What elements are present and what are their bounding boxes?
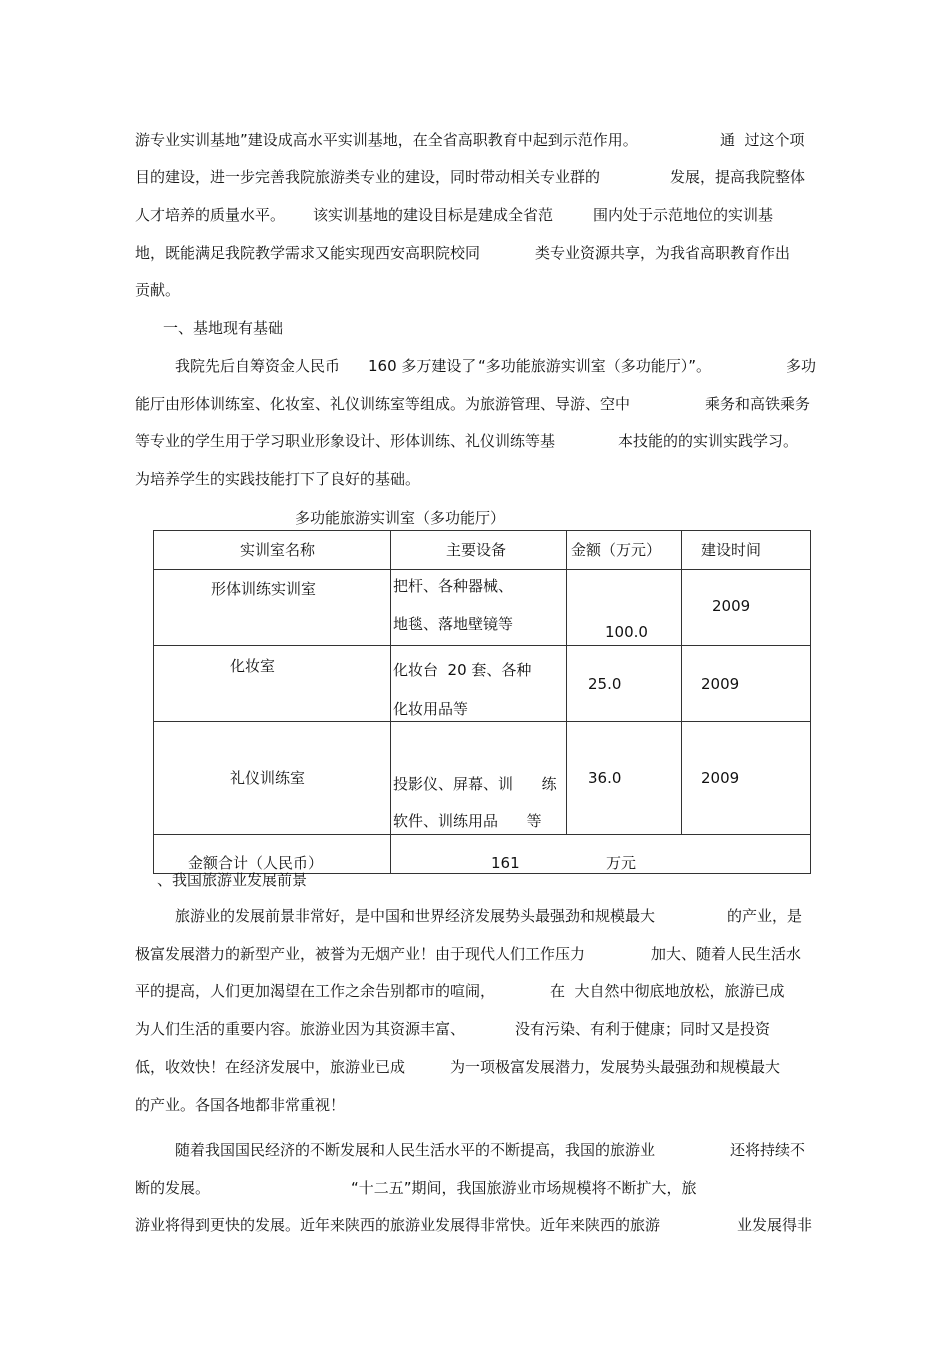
table-cell — [154, 570, 391, 646]
table-cell — [682, 646, 811, 722]
header-cell — [391, 531, 567, 570]
table-cell — [154, 646, 391, 722]
table-cell — [567, 646, 682, 722]
section1-line-1b: 160 多万建设了 — [368, 357, 477, 375]
section1-heading: 一、基地现有基础 — [163, 319, 284, 337]
section2-p1-line-6: 的产业。各国各地都非常重视！ — [135, 1096, 346, 1114]
intro-line-3c: 围内处于示范地位的实训基 — [593, 206, 774, 224]
table-row — [154, 646, 811, 722]
section2-p1-line-3b: 在 大自然中彻底地放松，旅游已成 — [550, 982, 785, 1000]
intro-line-5: 贡献。 — [135, 281, 181, 299]
header-name: 实训室名称 — [240, 541, 316, 559]
section2-p2-line-3a: 游业将得到更快的发展。近年来陕西的旅游业发展得非常快。近年来陕西的旅游 — [135, 1216, 661, 1234]
table-header-row — [154, 531, 811, 570]
section2-p2-line-3b: 业发展得非 — [737, 1216, 813, 1234]
section2-p1-line-5a: 低，收效快！在经济发展中，旅游业已成 — [135, 1058, 406, 1076]
row-amount: 36.0 — [588, 769, 622, 787]
section1-line-1d: 多功 — [786, 357, 817, 375]
row-equipment-1: 化妆台 20 套、各种 — [393, 661, 532, 679]
section2-p2-line-2b: “十二五”期间，我国旅游业市场规模将不断扩大，旅 — [351, 1179, 697, 1197]
header-cell — [154, 531, 391, 570]
row-equipment-2: 软件、训练用品 等 — [393, 812, 542, 830]
facility-table — [153, 530, 811, 874]
section2-p1-line-1a: 旅游业的发展前景非常好，是中国和世界经济发展势头最强劲和规模最大 — [175, 907, 656, 925]
row-year: 2009 — [701, 675, 740, 693]
table-row — [154, 570, 811, 646]
intro-line-2b: 发展，提高我院整体 — [670, 168, 806, 186]
section2-p1-line-5b: 为一项极富发展潜力，发展势头最强劲和规模最大 — [450, 1058, 781, 1076]
row-name: 礼仪训练室 — [230, 769, 306, 787]
table-cell — [391, 722, 567, 835]
section1-line-2a: 能厅由形体训练室、化妆室、礼仪训练室等组成。为旅游管理、导游、空中 — [135, 395, 631, 413]
table-cell — [391, 646, 567, 722]
table-cell — [682, 722, 811, 835]
header-year: 建设时间 — [701, 541, 762, 559]
section2-p1-line-1b: 的产业，是 — [727, 907, 803, 925]
table-cell — [391, 570, 567, 646]
section2-p1-line-3a: 平的提高，人们更加渴望在工作之余告别都市的喧闹， — [135, 982, 496, 1000]
intro-line-1a: 游专业实训基地”建设成高水平实训基地，在全省高职教育中起到示范作用。 — [135, 131, 638, 149]
section1-line-3a: 等专业的学生用于学习职业形象设计、形体训练、礼仪训练等基 — [135, 432, 556, 450]
section2-p1-line-2a: 极富发展潜力的新型产业，被誉为无烟产业！由于现代人们工作压力 — [135, 945, 586, 963]
row-equipment-1: 把杆、各种器械、 — [393, 577, 514, 595]
row-equipment-1: 投影仪、屏幕、训 练 — [393, 775, 557, 793]
header-equipment: 主要设备 — [446, 541, 507, 559]
section2-p1-line-4b: 没有污染、有利于健康；同时又是投资 — [515, 1020, 771, 1038]
intro-line-2a: 目的建设，进一步完善我院旅游类专业的建设，同时带动相关专业群的 — [135, 168, 601, 186]
header-cell — [567, 531, 682, 570]
section2-p1-line-4a: 为人们生活的重要内容。旅游业因为其资源丰富、 — [135, 1020, 466, 1038]
table-cell — [567, 570, 682, 646]
section2-p2-line-1a: 随着我国国民经济的不断发展和人民生活水平的不断提高，我国的旅游业 — [175, 1141, 656, 1159]
row-name: 化妆室 — [230, 657, 276, 675]
row-year: 2009 — [712, 597, 751, 615]
intro-line-1b: 通 过这个项 — [720, 131, 805, 149]
total-label: 金额合计（人民币） — [188, 854, 324, 872]
row-equipment-2: 化妆用品等 — [393, 700, 469, 718]
total-value: 161 — [491, 854, 520, 872]
intro-line-3a: 人才培养的质量水平。 — [135, 206, 286, 224]
header-cell — [682, 531, 811, 570]
section2-p2-line-2a: 断的发展。 — [135, 1179, 211, 1197]
row-equipment-2: 地毯、落地壁镜等 — [393, 615, 514, 633]
row-amount: 100.0 — [605, 623, 648, 641]
row-year: 2009 — [701, 769, 740, 787]
table-cell — [154, 722, 391, 835]
section1-line-2b: 乘务和高铁乘务 — [705, 395, 811, 413]
table-cell — [567, 722, 682, 835]
section2-p1-line-2b: 加大、随着人民生活水 — [651, 945, 802, 963]
table-cell — [682, 570, 811, 646]
table-cell — [391, 835, 811, 874]
header-amount: 金额（万元） — [571, 541, 662, 559]
section2-p2-line-1b: 还将持续不 — [730, 1141, 806, 1159]
row-name: 形体训练实训室 — [211, 580, 317, 598]
intro-line-4b: 类专业资源共享，为我省高职教育作出 — [535, 244, 791, 262]
row-amount: 25.0 — [588, 675, 622, 693]
table-cell — [154, 835, 391, 874]
table-total-row — [154, 835, 811, 874]
section1-line-1c: “多功能旅游实训室（多功能厅）”。 — [478, 357, 712, 375]
section1-line-1a: 我院先后自筹资金人民币 — [175, 357, 341, 375]
table-title: 多功能旅游实训室（多功能厅） — [295, 509, 506, 527]
intro-line-4a: 地，既能满足我院教学需求又能实现西安高职院校同 — [135, 244, 481, 262]
table-row — [154, 722, 811, 835]
total-unit: 万元 — [606, 854, 637, 872]
section1-line-3b: 本技能的的实训实践学习。 — [618, 432, 799, 450]
section1-line-4: 为培养学生的实践技能打下了良好的基础。 — [135, 470, 421, 488]
section2-heading: 、我国旅游业发展前景 — [157, 871, 308, 889]
intro-line-3b: 该实训基地的建设目标是建成全省范 — [313, 206, 554, 224]
